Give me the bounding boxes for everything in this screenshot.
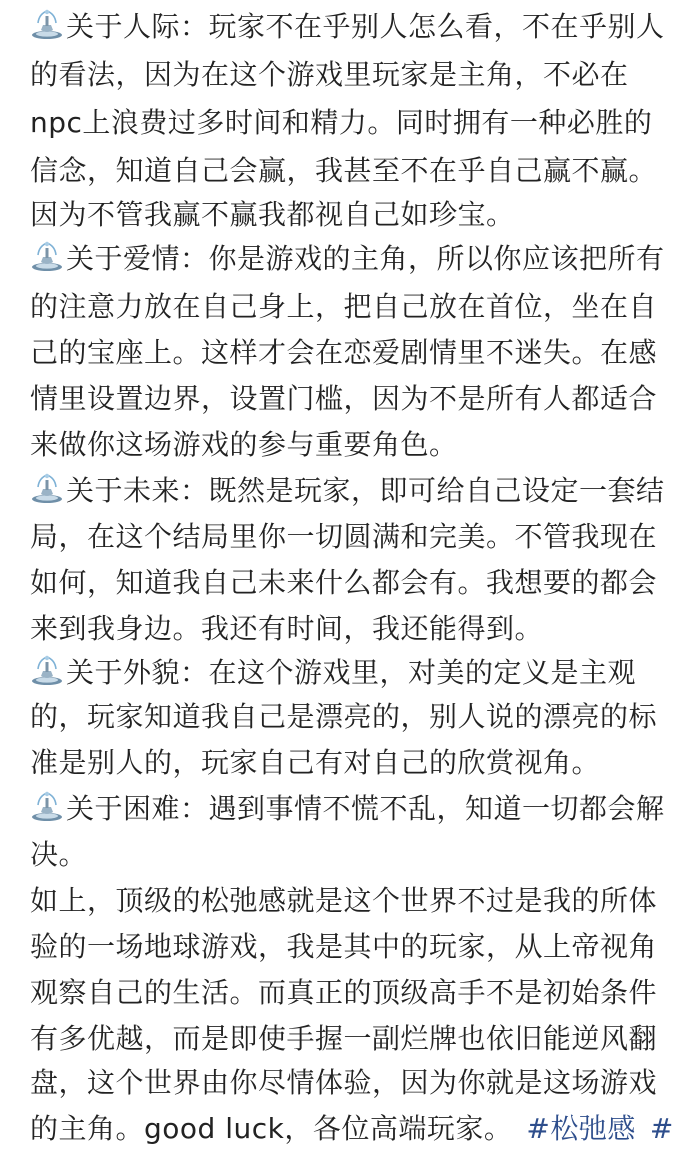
section-1-line-4: 信念，知道自己会赢，我甚至不在乎自己赢不赢。: [30, 154, 658, 187]
section-3-line-3: 如何，知道我自己未来什么都会有。我想要的都会: [30, 566, 658, 599]
section-1-line-1: [30, 8, 665, 46]
section-5-line-2: 决。: [30, 838, 88, 871]
conclusion-line-5: 盘，这个世界由你尽情体验，因为你就是这场游戏: [30, 1066, 658, 1099]
conclusion-line-4: 有多优越，而是即使手握一副烂牌也依旧能逆风翻: [30, 1022, 658, 1055]
conclusion-line-6: [30, 1110, 674, 1148]
hashtag-trailing[interactable]: #: [649, 1112, 674, 1145]
section-3-line-1: [30, 472, 665, 510]
section-4-text-1: 关于外貌：在这个游戏里，对美的定义是主观: [66, 656, 637, 689]
section-1-line-3: npc上浪费过多时间和精力。同时拥有一种必胜的: [30, 106, 653, 139]
section-2-line-1: [30, 240, 665, 278]
section-2-line-4: 情里设置边界，设置门槛，因为不是所有人都适合: [30, 382, 658, 415]
section-2-line-2: 的注意力放在自己身上，把自己放在首位，坐在自: [30, 290, 658, 323]
section-1-text-1: 关于人际：玩家不在乎别人怎么看，不在乎别人: [66, 10, 665, 43]
conclusion-line-1: 如上，顶级的松弛感就是这个世界不过是我的所体: [30, 884, 658, 917]
section-2-line-5: 来做你这场游戏的参与重要角色。: [30, 428, 458, 461]
section-4-line-1: [30, 654, 636, 692]
section-4-line-2: 的，玩家知道我自己是漂亮的，别人说的漂亮的标: [30, 700, 658, 733]
section-2-line-3: 己的宝座上。这样才会在恋爱剧情里不迷失。在感: [30, 336, 658, 369]
fountain-icon: [30, 472, 64, 504]
section-5-line-1: [30, 790, 665, 828]
section-3-text-1: 关于未来：既然是玩家，即可给自己设定一套结: [66, 474, 665, 507]
section-2-text-1: 关于爱情：你是游戏的主角，所以你应该把所有: [66, 242, 665, 275]
section-5-text-1: 关于困难：遇到事情不慌不乱，知道一切都会解: [66, 792, 665, 825]
section-3-line-2: 局，在这个结局里你一切圆满和完美。不管我现在: [30, 520, 658, 553]
fountain-icon: [30, 8, 64, 40]
section-4-line-3: 准是别人的，玩家自己有对自己的欣赏视角。: [30, 746, 601, 779]
fountain-icon: [30, 654, 64, 686]
fountain-icon: [30, 790, 64, 822]
fountain-icon: [30, 240, 64, 272]
hashtag-link[interactable]: #松弛感: [526, 1112, 636, 1145]
conclusion-last-text: 的主角。good luck，各位高端玩家。: [30, 1112, 513, 1145]
conclusion-line-3: 观察自己的生活。而真正的顶级高手不是初始条件: [30, 976, 658, 1009]
section-1-line-5: 因为不管我赢不赢我都视自己如珍宝。: [30, 198, 515, 231]
section-3-line-4: 来到我身边。我还有时间，我还能得到。: [30, 612, 544, 645]
section-1-line-2: 的看法，因为在这个游戏里玩家是主角，不必在: [30, 58, 629, 91]
conclusion-line-2: 验的一场地球游戏，我是其中的玩家，从上帝视角: [30, 930, 658, 963]
